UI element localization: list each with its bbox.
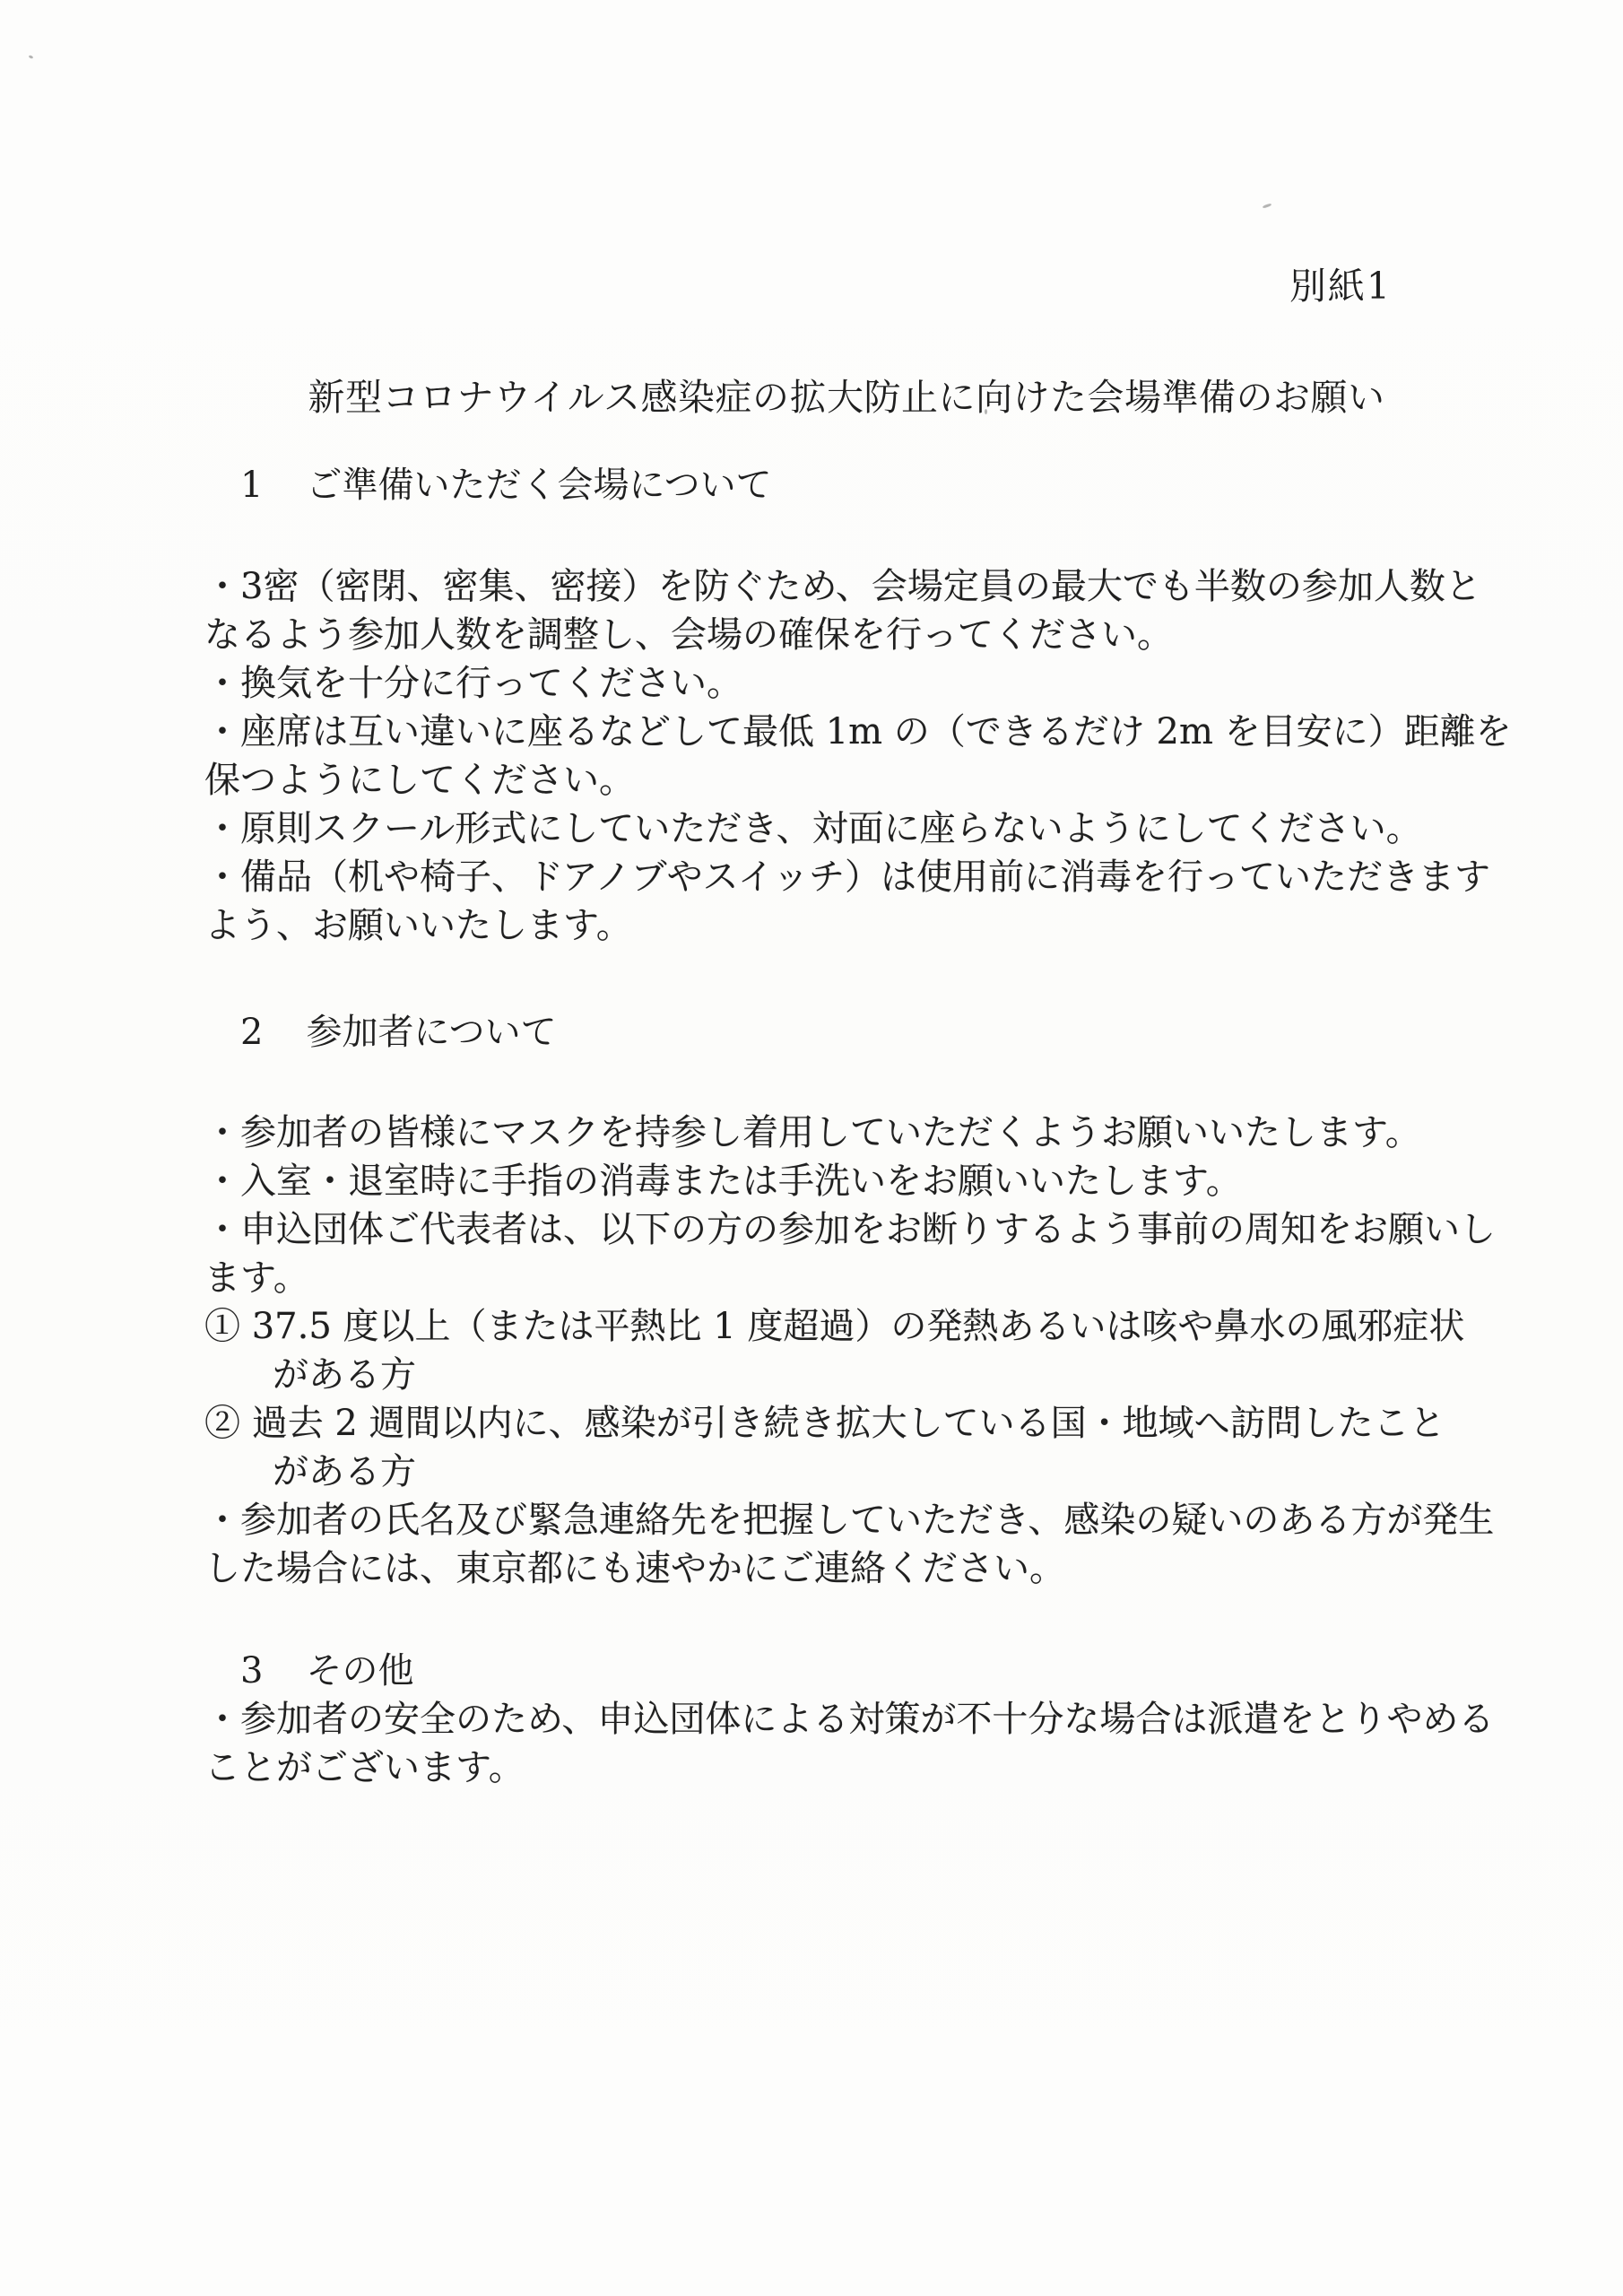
text-line: よう、お願いいたします。 [204,905,632,946]
text-line: ・入室・退室時に手指の消毒または手洗いをお願いいたします。 [204,1161,1242,1202]
section-heading [204,461,1496,509]
text-line: 保つようにしてください。 [204,760,635,801]
section-heading-text: 参加者について [306,1012,557,1053]
section-other [204,1647,1496,1792]
text-line: ・座席は互い違いに座るなどして最低 1m の（できるだけ 2m を目安に）距離を [204,711,1512,752]
section-venue-preparation [204,461,1512,950]
text-line: ことがございます。 [204,1747,525,1788]
text-line: がある方 [273,1451,416,1492]
section-body [204,562,1512,950]
document-title: 新型コロナウイルス感染症の拡大防止に向けた会場準備のお願い [308,376,1385,419]
text-line: ・申込団体ご代表者は、以下の方の参加をお断りするよう事前の周知をお願いし [204,1209,1496,1250]
section-number: 1 [240,465,264,506]
text-line: ・参加者の氏名及び緊急連絡先を把握していただき、感染の疑いのある方が発生 [204,1500,1495,1541]
text-line: ・備品（机や椅子、ドアノブやスイッチ）は使用前に消毒を行っていただきます [204,857,1490,898]
text-line: ・参加者の安全のため、申込団体による対策が不十分な場合は派遣をとりやめる [204,1699,1495,1740]
section-heading-text: その他 [306,1650,414,1692]
section-heading [204,1008,1496,1057]
text-line: ・3密（密閉、密集、密接）を防ぐため、会場定員の最大でも半数の参加人数と [204,566,1481,607]
scan-speck [29,55,34,59]
section-heading [204,1647,1496,1695]
text-line: がある方 [273,1354,416,1396]
text-line: ・原則スクール形式にしていただき、対面に座らないようにしてください。 [204,808,1422,849]
text-line: ます。 [204,1257,309,1299]
scan-speck [1263,203,1271,208]
section-body [204,1109,1496,1593]
text-line: ② 過去 2 週間以内に、感染が引き続き拡大している国・地域へ訪問したこと [204,1403,1445,1444]
text-line: なるよう参加人数を調整し、会場の確保を行ってください。 [204,614,1173,656]
text-line: ・換気を十分に行ってください。 [204,663,742,704]
text-line: ① 37.5 度以上（または平熱比 1 度超過）の発熱あるいは咳や鼻水の風邪症状 [204,1306,1465,1347]
section-body [204,1695,1496,1792]
attachment-label: 別紙1 [1289,265,1392,308]
section-heading-text: ご準備いただく会場について [306,465,772,506]
text-line: した場合には、東京都にも速やかにご連絡ください。 [204,1548,1065,1589]
section-participants [204,1008,1496,1593]
section-number: 3 [240,1650,264,1692]
section-number: 2 [240,1012,264,1053]
text-line: ・参加者の皆様にマスクを持参し着用していただくようお願いいたします。 [204,1112,1421,1153]
